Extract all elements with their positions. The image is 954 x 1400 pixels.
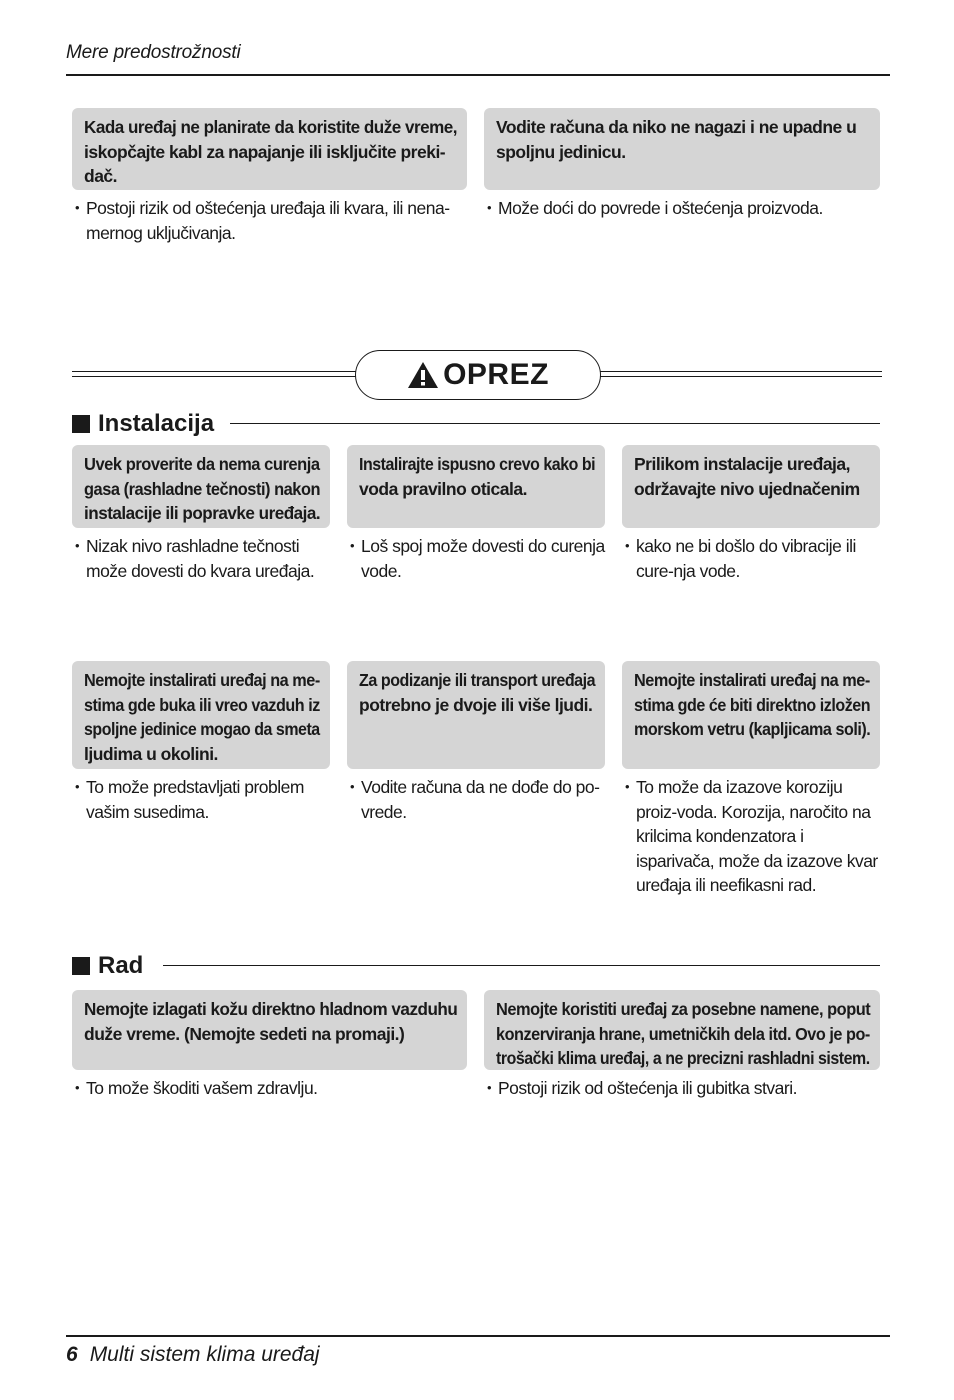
consequence-text: Postoji rizik od oštećenja ili gubitka stvari. [498,1078,797,1098]
consequence-text: Loš spoj može dovesti do curenja vode. [361,536,605,581]
bullet-icon: • [75,538,80,553]
consequence-note [72,1070,467,1101]
caution-card [347,661,605,824]
caution-text-line: instalacije ili popravke uređaja. [84,503,321,523]
bullet-icon: • [75,779,80,794]
caution-text-line: Za podizanje ili transport uređaja [359,670,596,690]
page-footer [66,1343,320,1367]
caution-text-line: spoljnu jedinicu. [496,141,626,162]
consequence-note [72,528,330,583]
caution-text-box [622,445,880,528]
consequence-text: To može škoditi vašem zdravlju. [86,1078,318,1098]
consequence-text: Može doći do povrede i oštećenja proizvoda. [498,198,823,218]
caution-text-box [72,445,330,528]
bullet-icon: • [487,200,492,215]
caution-text-line: konzerviranja hrane, umetničkih dela itd. Ovo je po- [496,1023,870,1044]
caution-text-line: stima gde buka ili vreo vazduh iz [84,694,320,715]
consequence-text: Vodite računa da ne dođe do po-vrede. [361,777,600,822]
consequence-text: To može predstavljati problem vašim susedima. [86,777,304,822]
footer-title: Multi sistem klima uređaj [89,1343,320,1366]
bullet-icon: • [625,779,630,794]
section-title: Instalacija [98,410,215,437]
caution-text-line: Prilikom instalacije uređaja, [634,454,851,474]
bullet-icon: • [75,200,80,215]
bullet-icon: • [75,1080,80,1095]
caution-text-line: Uvek proverite da nema curenja [84,454,320,474]
section-rule [230,423,880,424]
caution-text-box [72,661,330,769]
caution-card [72,990,467,1101]
caution-text-line: održavajte nivo ujednačenim [634,478,860,499]
section-heading-installation [72,410,214,438]
caution-text-box [347,445,605,528]
consequence-text: Postoji rizik od oštećenja uređaja ili kvara, ili nena-mernog uključivanja. [86,198,450,243]
consequence-note [347,769,605,824]
consequence-text: kako ne bi došlo do vibracije ili cure-nja vode. [636,536,856,581]
consequence-text: Nizak nivo rashladne tečnosti može dovesti do kvara uređaja. [86,536,315,581]
caution-text-line: iskopčajte kabl za napajanje ili isključite preki- [84,141,446,162]
consequence-note [72,190,467,245]
caution-text-line: Kada uređaj ne planirate da koristite duže vreme, [84,117,458,137]
caution-card [484,108,880,221]
consequence-note [484,1070,880,1101]
caution-text-line: trošački klima uređaj, a ne precizni rashladni sistem. [496,1048,870,1068]
section-rule [163,965,880,966]
banner-title: OPREZ [443,358,549,391]
caution-text-line: gasa (rashladne tečnosti) nakon [84,478,321,499]
caution-text-box [347,661,605,769]
caution-text-line: Instalirajte ispusno crevo kako bi [359,454,596,474]
header-rule [66,74,890,76]
caution-text-line: morskom vetru (kapljicama soli). [634,719,871,739]
section-square-icon [72,415,90,433]
consequence-note [72,769,330,824]
banner-line-right [598,371,882,377]
caution-text-line: potrebno je dvoje ili više ljudi. [359,694,593,715]
consequence-note [484,190,880,221]
caution-text-line: Vodite računa da niko ne nagazi i ne upadne u [496,117,857,137]
caution-text-box [72,108,467,190]
caution-card [72,445,330,583]
caution-text-box [484,990,880,1070]
section-heading-operation [72,952,143,980]
caution-text-line: Nemojte instalirati uređaj na me- [634,670,870,690]
footer-rule [66,1335,890,1337]
caution-text-line: duže vreme. (Nemojte sedeti na promaji.) [84,1023,405,1044]
consequence-note [622,528,880,583]
caution-text-line: voda pravilno oticala. [359,478,527,499]
caution-text-line: dač. [84,166,118,186]
caution-text-line: Nemojte koristiti uređaj za posebne namene, poput [496,999,871,1019]
section-square-icon [72,957,90,975]
caution-text-line: Nemojte instalirati uređaj na me- [84,670,320,690]
caution-text-line: Nemojte izlagati kožu direktno hladnom vazduhu [84,999,458,1019]
page-header-title: Mere predostrožnosti [66,42,241,63]
caution-text-line: ljudima u okolini. [84,743,218,764]
warning-banner [355,350,601,400]
caution-card [72,108,467,245]
bullet-icon: • [487,1080,492,1095]
caution-text-line: stima gde će biti direktno izložen [634,694,871,715]
section-title: Rad [98,952,144,979]
caution-card [622,661,880,898]
caution-card [484,990,880,1101]
caution-text-line: spoljne jedinice mogao da smeta [84,719,320,739]
consequence-text: To može da izazove koroziju proiz-voda. Korozija, naročito na krilcima kondenzatora i isparivača, može da izazove kvar uređaja ili neefikasni rad. [636,777,878,895]
bullet-icon: • [350,779,355,794]
bullet-icon: • [625,538,630,553]
caution-card [347,445,605,583]
caution-text-box [622,661,880,769]
page-number: 6 [66,1343,78,1366]
caution-text-box [72,990,467,1070]
caution-card [72,661,330,824]
bullet-icon: • [350,538,355,553]
consequence-note [622,769,880,898]
caution-text-box [484,108,880,190]
consequence-note [347,528,605,583]
warning-triangle-icon [407,361,439,389]
caution-card [622,445,880,583]
banner-line-left [72,371,356,377]
